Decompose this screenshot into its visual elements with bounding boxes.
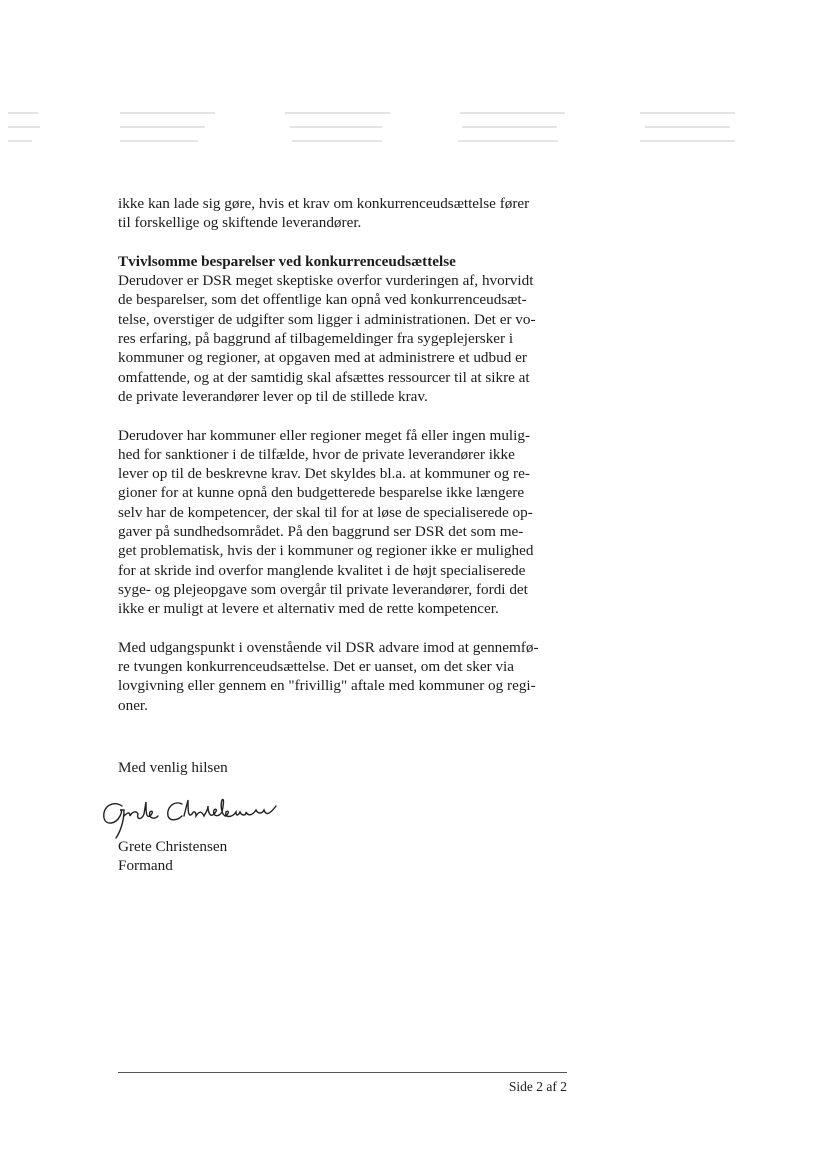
paragraph-savings-text: Derudover er DSR meget skeptiske overfor vurderingen af, hvorvidt de besparelser, som det offentlige kan opnå ved konkurrenceudsæt- telse, overstiger de udgifter som ligger i administrationen. Det er vo- res erfaring, på baggrund af tilbagemeldinger fra sygeplejersker i kommuner og regioner, at opgaven med at administrere et udbud er omfattende, og at der samtidig skal afsættes ressourcer til at sikre at de private leverandører lever op til de stillede krav. <box>118 272 536 405</box>
letter-body <box>118 194 570 734</box>
signer-block <box>118 837 227 876</box>
faded-letterhead <box>0 112 826 152</box>
paragraph-continuation: ikke kan lade sig gøre, hvis et krav om konkurrenceudsættelse fører til forskellige og skiftende leverandører. <box>118 195 530 232</box>
signer-name: Grete Christensen <box>118 838 228 855</box>
paragraph-sanctions: Derudover har kommuner eller regioner meget få eller ingen mulig- hed for sanktioner i de tilfælde, hvor de private leverandører ikke lever op til de beskrevne krav. Det skyldes bl.a. at kommuner og re- gioner for at kunne opnå den budgetterede besparelse ikke længere selv har de kompetencer, der skal til for at løse de specialiserede op- gaver på sundhedsområdet. På den baggrund ser DSR det som me- get problematisk, hvis der i kommuner og regioner ikke er mulighed for at skride ind overfor manglende kvalitet i de højt specialiserede syge- og plejeopgave som overgår til private leverandører, fordi det ikke er muligt at levere et alternativ med de rette kompetencer. <box>118 426 534 618</box>
paragraph-conclusion: Med udgangspunkt i ovenstående vil DSR advare imod at gennemfø- re tvungen konkurrenceudsættelse. Det er uanset, om det sker via lovgivning eller gennem en "frivillig" aftale med kommuner og regi- oner. <box>118 638 539 714</box>
closing-greeting: Med venlig hilsen <box>118 759 228 776</box>
section-heading: Tvivlsomme besparelser ved konkurrenceudsættelse <box>118 252 456 270</box>
page-number: Side 2 af 2 <box>508 1079 567 1094</box>
paragraph-savings <box>118 252 570 406</box>
signer-title: Formand <box>118 857 173 875</box>
handwritten-signature <box>100 792 280 840</box>
footer-divider <box>118 1072 567 1073</box>
